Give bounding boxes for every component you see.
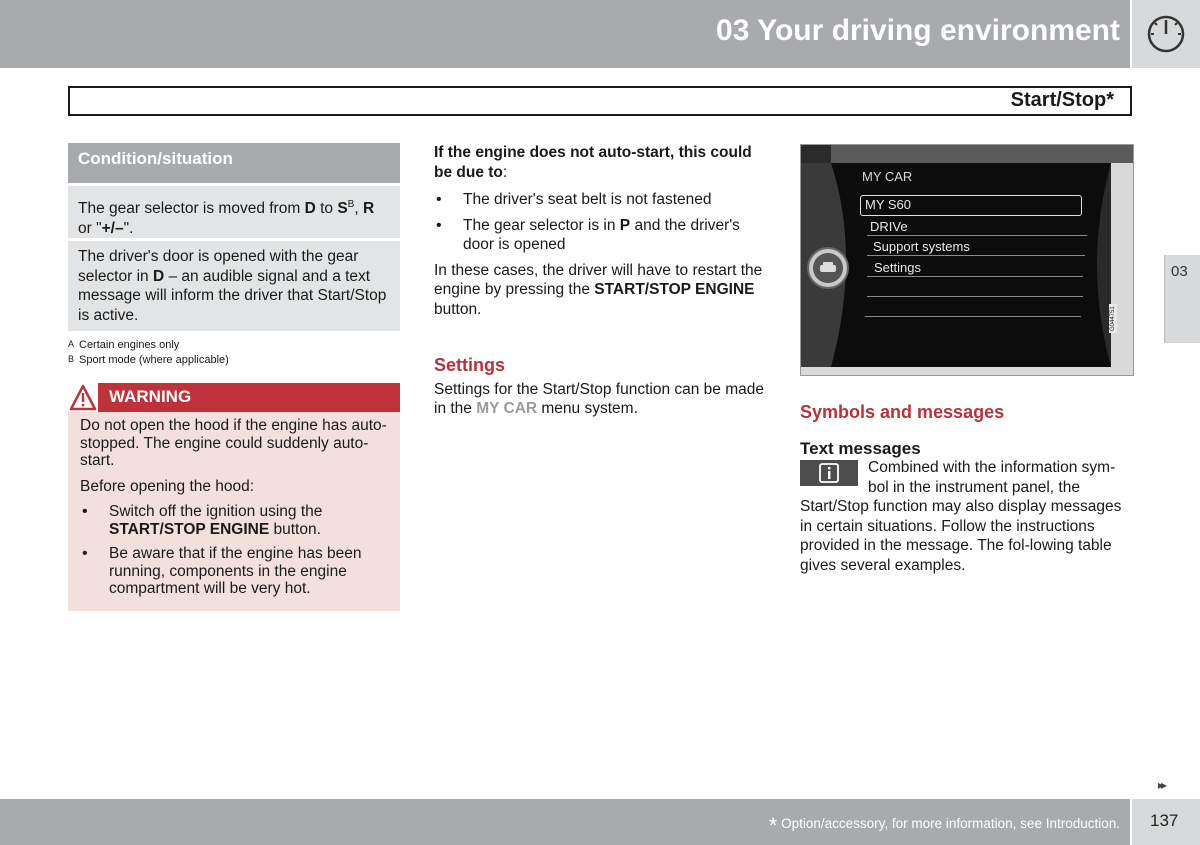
chapter-header (0, 0, 1130, 68)
chapter-title: 03 Your driving environment (716, 14, 1120, 47)
warning-box (68, 383, 400, 611)
warning-triangle-icon (69, 384, 97, 411)
chapter-side-tab[interactable] (1164, 255, 1200, 343)
info-icon (800, 460, 858, 486)
table-header: Condition/situation (68, 143, 400, 183)
car-settings-icon (807, 247, 849, 289)
warning-header (68, 383, 400, 412)
lead-text: If the engine does not auto-start, this could be due to (434, 144, 752, 181)
menu-divider (867, 235, 1087, 236)
warning-icon-box (68, 383, 98, 412)
row-text: or " (78, 219, 102, 237)
gear-manual: +/– (101, 219, 124, 237)
list-item: • The gear selector is in P and the driver's door is opened (434, 216, 764, 255)
footnotes (68, 337, 229, 367)
list-item: • Be aware that if the engine has been running, components in the engine compartment will be very hot. (80, 545, 388, 598)
menu-item: DRIVe (870, 219, 908, 234)
menu-item: Support systems (873, 239, 970, 254)
list-item: • The driver's seat belt is not fastened (434, 190, 764, 210)
menu-item: MY S60 (865, 197, 912, 212)
text-messages-text: Combined with the information sym-bol in the instrument panel, the Start/Stop function may also display messages in certain situations. Follow the instructions provided in the message. The fol-lowing table gives several examples. (800, 459, 1122, 574)
screen-menu-title: MY CAR (862, 169, 913, 184)
screen-frame (801, 145, 1133, 375)
warning-body (68, 412, 400, 598)
settings-heading: Settings (434, 355, 506, 375)
footnote: A Certain engines only (68, 339, 180, 351)
warning-text: Do not open the hood if the engine has auto-stopped. The engine could suddenly auto-start. (80, 417, 387, 469)
cause-list (434, 190, 764, 255)
text-messages-heading: Text messages (800, 438, 921, 458)
right-column (800, 403, 1132, 575)
warning-title: WARNING (109, 387, 192, 406)
menu-divider (867, 296, 1083, 297)
list-item: • Switch off the ignition using the START/STOP ENGINE button. (80, 503, 388, 538)
table-row (68, 241, 400, 331)
row-text: , (354, 200, 363, 218)
page-number-box (1132, 799, 1200, 845)
speedometer-icon (1146, 14, 1186, 54)
row-text: The gear selector is moved from (78, 200, 305, 218)
row-text: ". (123, 219, 134, 237)
row-text: to (315, 200, 338, 218)
footnote-ref: B (347, 199, 355, 210)
restart-text: In these cases, the driver will have to restart the engine by pressing the START/STOP ENGINE button. (434, 261, 763, 318)
menu-divider (867, 276, 1083, 277)
menu-item: Settings (874, 260, 921, 275)
side-tab-label: 03 (1171, 263, 1188, 280)
menu-divider (865, 316, 1081, 317)
my-car-screen-image (800, 144, 1134, 376)
gear-r: R (362, 200, 375, 218)
section-title: Start/Stop* (1010, 89, 1114, 111)
footnote: B Sport mode (where applicable) (68, 354, 229, 366)
row-text: The driver's door is opened with the gear selector in (78, 248, 359, 285)
warning-text: Before opening the hood: (80, 477, 255, 495)
section-header (68, 86, 1132, 116)
row-text: – an audible signal and a text message will inform the driver that Start/Stop is active. (78, 267, 387, 324)
warning-list (80, 503, 388, 598)
double-arrow-right-icon[interactable]: ▸▸ (1158, 778, 1165, 792)
middle-column: If the engine does not auto-start, this could be due to: • The driver's seat belt is not fastened • The gear selector is in P and the driver's door is opened In these cases, the driver will have to restart the engine by pressing the START/STOP ENGINE button. Settings Settings for the Start/Stop function can be made in the MY CAR menu system. (434, 143, 764, 419)
footer-note: * Option/accessory, for more information, see Introduction. (768, 813, 1120, 838)
gear-s: S (337, 200, 348, 218)
menu-divider (867, 255, 1085, 256)
gear-d: D (152, 267, 165, 285)
footer-bar (0, 799, 1130, 845)
table-row (68, 186, 400, 238)
gear-d: D (304, 200, 316, 218)
settings-text: Settings for the Start/Stop function can be made in the MY CAR menu system. (434, 380, 765, 417)
image-id: G044751 (1110, 306, 1116, 331)
condition-table (68, 143, 400, 331)
chapter-icon-box (1132, 0, 1200, 68)
symbols-heading: Symbols and messages (800, 402, 1005, 422)
page-number: 137 (1150, 811, 1179, 830)
